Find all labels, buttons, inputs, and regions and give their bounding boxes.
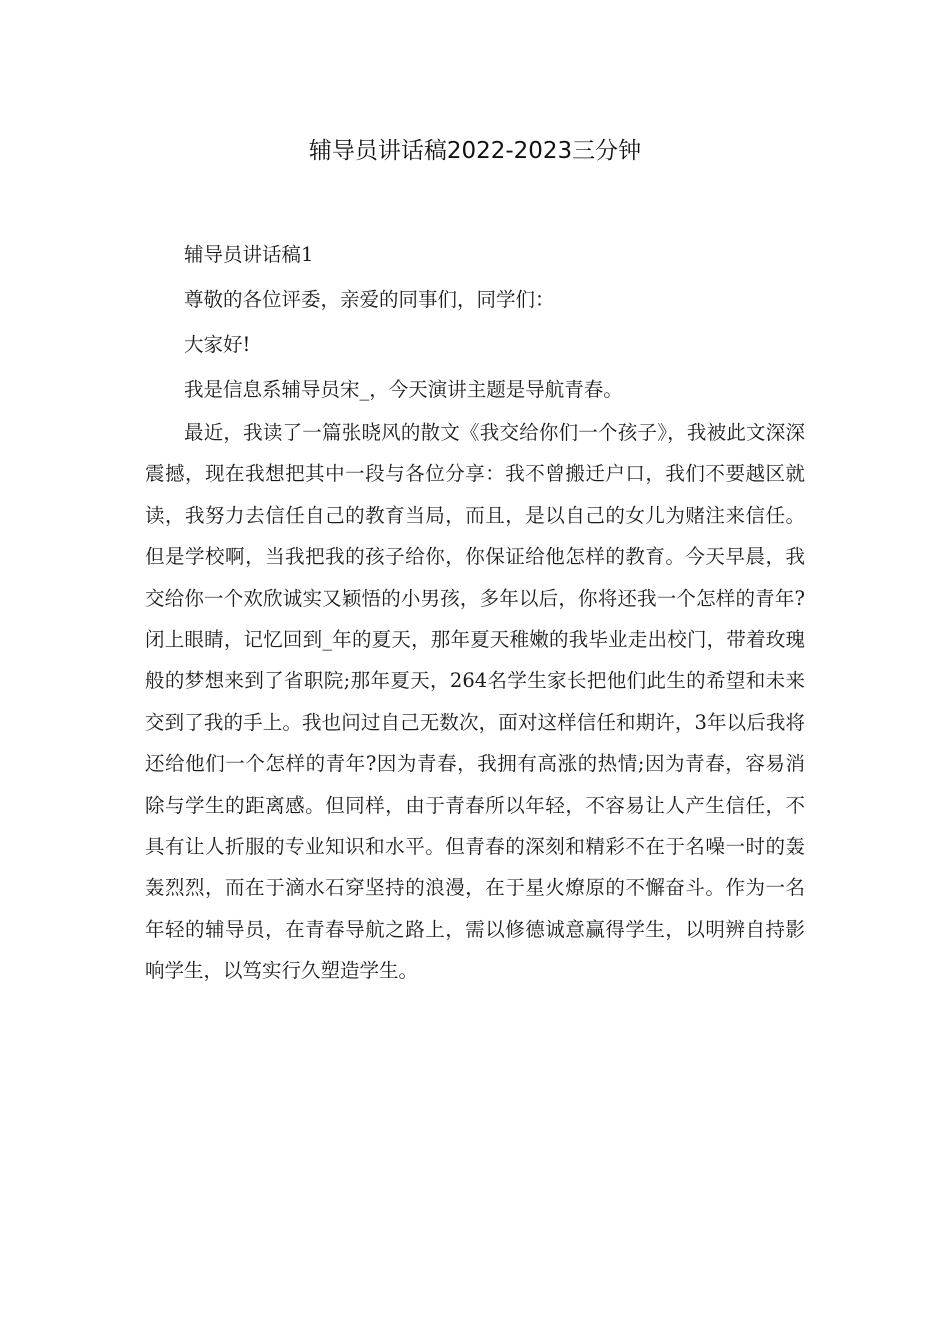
self-introduction: 我是信息系辅导员宋_，今天演讲主题是导航青春。 (184, 378, 623, 401)
document-title: 辅导员讲话稿2022-2023三分钟 (308, 138, 642, 164)
body-paragraph: 最近，我读了一篇张晓风的散文《我交给你们一个孩子》，我被此文深深震撼，现在我想把其中一段与各位分享：我不曾搬迁户口，我们不要越区就读，我努力去信任自己的教育当局，而且，是以自己的女儿为赌注来信任。但是学校啊，当我把我的孩子给你，你保证给他怎样的教育。今天早晨，我交给你一个欢欣诚实又颖悟的小男孩，多年以后，你将还我一个怎样的青年?闭上眼睛，记忆回到_年的夏天，那年夏天稚嫩的我毕业走出校门，带着玫瑰般的梦想来到了省职院;那年夏天，264名学生家长把他们此生的希望和未来交到了我的手上。我也问过自己无数次，面对这样信任和期许，3年以后我将还给他们一个怎样的青年?因为青春，我拥有高涨的热情;因为青春，容易消除与学生的距离感。但同样，由于青春所以年轻，不容易让人产生信任，不具有让人折服的专业知识和水平。但青春的深刻和精彩不在于名噪一时的轰轰烈烈，而在于滴水石穿坚持的浪漫，在于星火燎原的不懈奋斗。作为一名年轻的辅导员，在青春导航之路上，需以修德诚意赢得学生，以明辨自持影响学生，以笃实行久塑造学生。 (145, 421, 805, 983)
document-body (145, 232, 805, 992)
salutation: 尊敬的各位评委，亲爱的同事们，同学们： (184, 288, 555, 311)
greeting: 大家好! (184, 333, 251, 356)
section-heading: 辅导员讲话稿1 (184, 243, 314, 266)
